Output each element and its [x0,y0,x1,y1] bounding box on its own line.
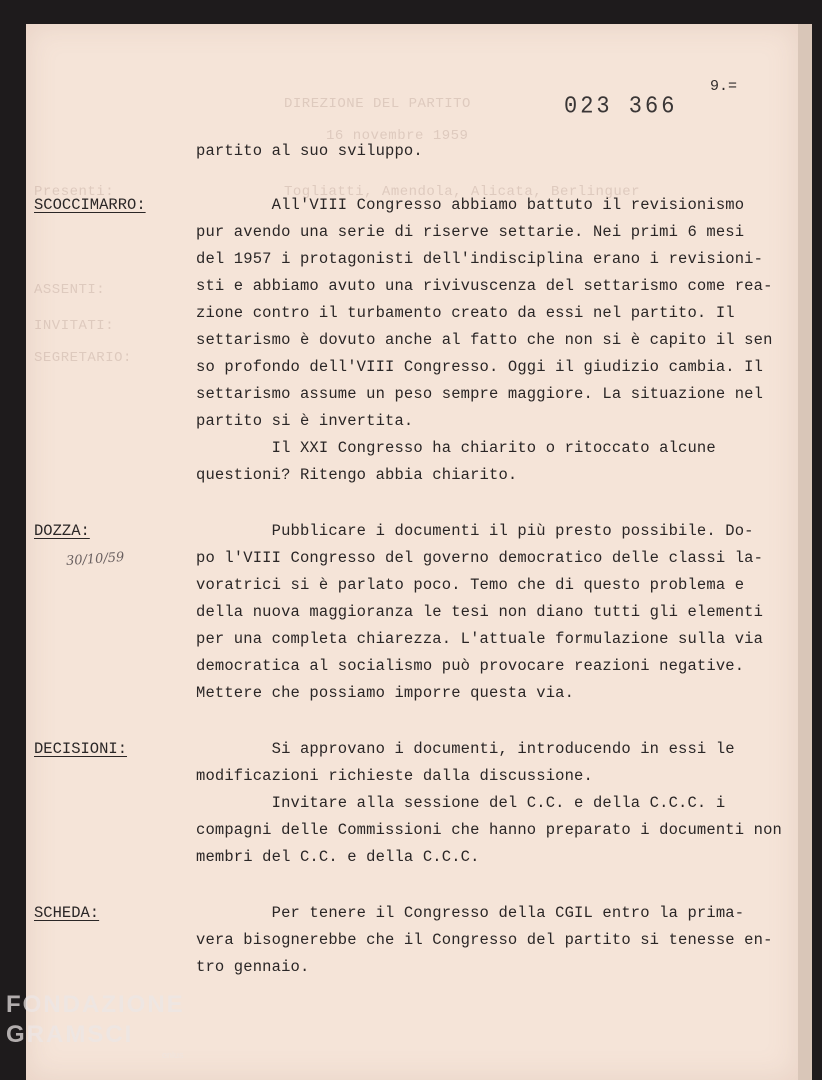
document-page [26,24,798,1080]
show-through-label-assenti: ASSENTI: [34,282,106,298]
speaker-label-scheda: SCHEDA: [34,904,100,922]
show-through-label-presenti: Presenti: [34,184,115,200]
text-line: Invitare alla sessione del C.C. e della C.C.C. i [196,794,726,812]
text-line: Mettere che possiamo imporre questa via. [196,684,575,702]
text-line: voratrici si è parlato poco. Temo che di questo problema e [196,576,745,594]
text-line: settarismo assume un peso sempre maggiore. La situazione nel [196,385,764,403]
fondazione-gramsci-watermark [6,990,185,1050]
text-line: partito si è invertita. [196,412,414,430]
watermark-line-2: GRAMSCI [6,1021,134,1048]
watermark-onlus: onlus [162,1050,184,1060]
show-through-label-invitati: INVITATI: [34,318,115,334]
text-line: della nuova maggioranza le tesi non diano tutti gli elementi [196,603,764,621]
watermark-line-1: FONDAZIONE [6,991,185,1018]
text-line: Il XXI Congresso ha chiarito o ritoccato alcune [196,439,716,457]
text-line: zione contro il turbamento creato da essi nel partito. Il [196,304,735,322]
text-line: Pubblicare i documenti il più presto possibile. Do- [196,522,754,540]
archive-stamp-number: 023 366 [564,92,678,121]
text-line: per una completa chiarezza. L'attuale formulazione sulla via [196,630,764,648]
speaker-label-scoccimarro: SCOCCIMARRO: [34,196,146,214]
text-line: questioni? Ritengo abbia chiarito. [196,466,518,484]
text-line: All'VIII Congresso abbiamo battuto il revisionismo [196,196,745,214]
text-line: settarismo è dovuto anche al fatto che non si è capito il sen [196,331,773,349]
show-through-label-segretario: SEGRETARIO: [34,350,132,366]
text-line: del 1957 i protagonisti dell'indisciplina erano i revisioni- [196,250,764,268]
text-line: compagni delle Commissioni che hanno preparato i documenti non [196,821,782,839]
text-line: so profondo dell'VIII Congresso. Oggi il giudizio cambia. Il [196,358,764,376]
page-number: 9.= [710,78,738,95]
handwritten-date-annotation: 30/10/59 [65,549,125,570]
text-line: modificazioni richieste dalla discussione. [196,767,593,785]
text-line: Per tenere il Congresso della CGIL entro la prima- [196,904,745,922]
text-line: pur avendo una serie di riserve settarie. Nei primi 6 mesi [196,223,745,241]
text-line: democratica al socialismo può provocare reazioni negative. [196,657,745,675]
speaker-label-decisioni: DECISIONI: [34,740,128,758]
show-through-title: DIREZIONE DEL PARTITO [284,96,471,112]
sheet-edge [798,24,812,1080]
text-line: sti e abbiamo avuto una rivivuscenza del settarismo come rea- [196,277,773,295]
text-line: vera bisognerebbe che il Congresso del partito si tenesse en- [196,931,773,949]
show-through-names: Togliatti, Amendola, Alicata, Berlinguer [284,184,641,200]
show-through-date: 16 novembre 1959 [326,128,469,144]
text-line: membri del C.C. e della C.C.C. [196,848,480,866]
continuation-line: partito al suo sviluppo. [196,142,423,160]
speaker-label-dozza: DOZZA: [34,522,90,540]
text-line: po l'VIII Congresso del governo democratico delle classi la- [196,549,764,567]
text-line: tro gennaio. [196,958,310,976]
text-line: Si approvano i documenti, introducendo in essi le [196,740,735,758]
